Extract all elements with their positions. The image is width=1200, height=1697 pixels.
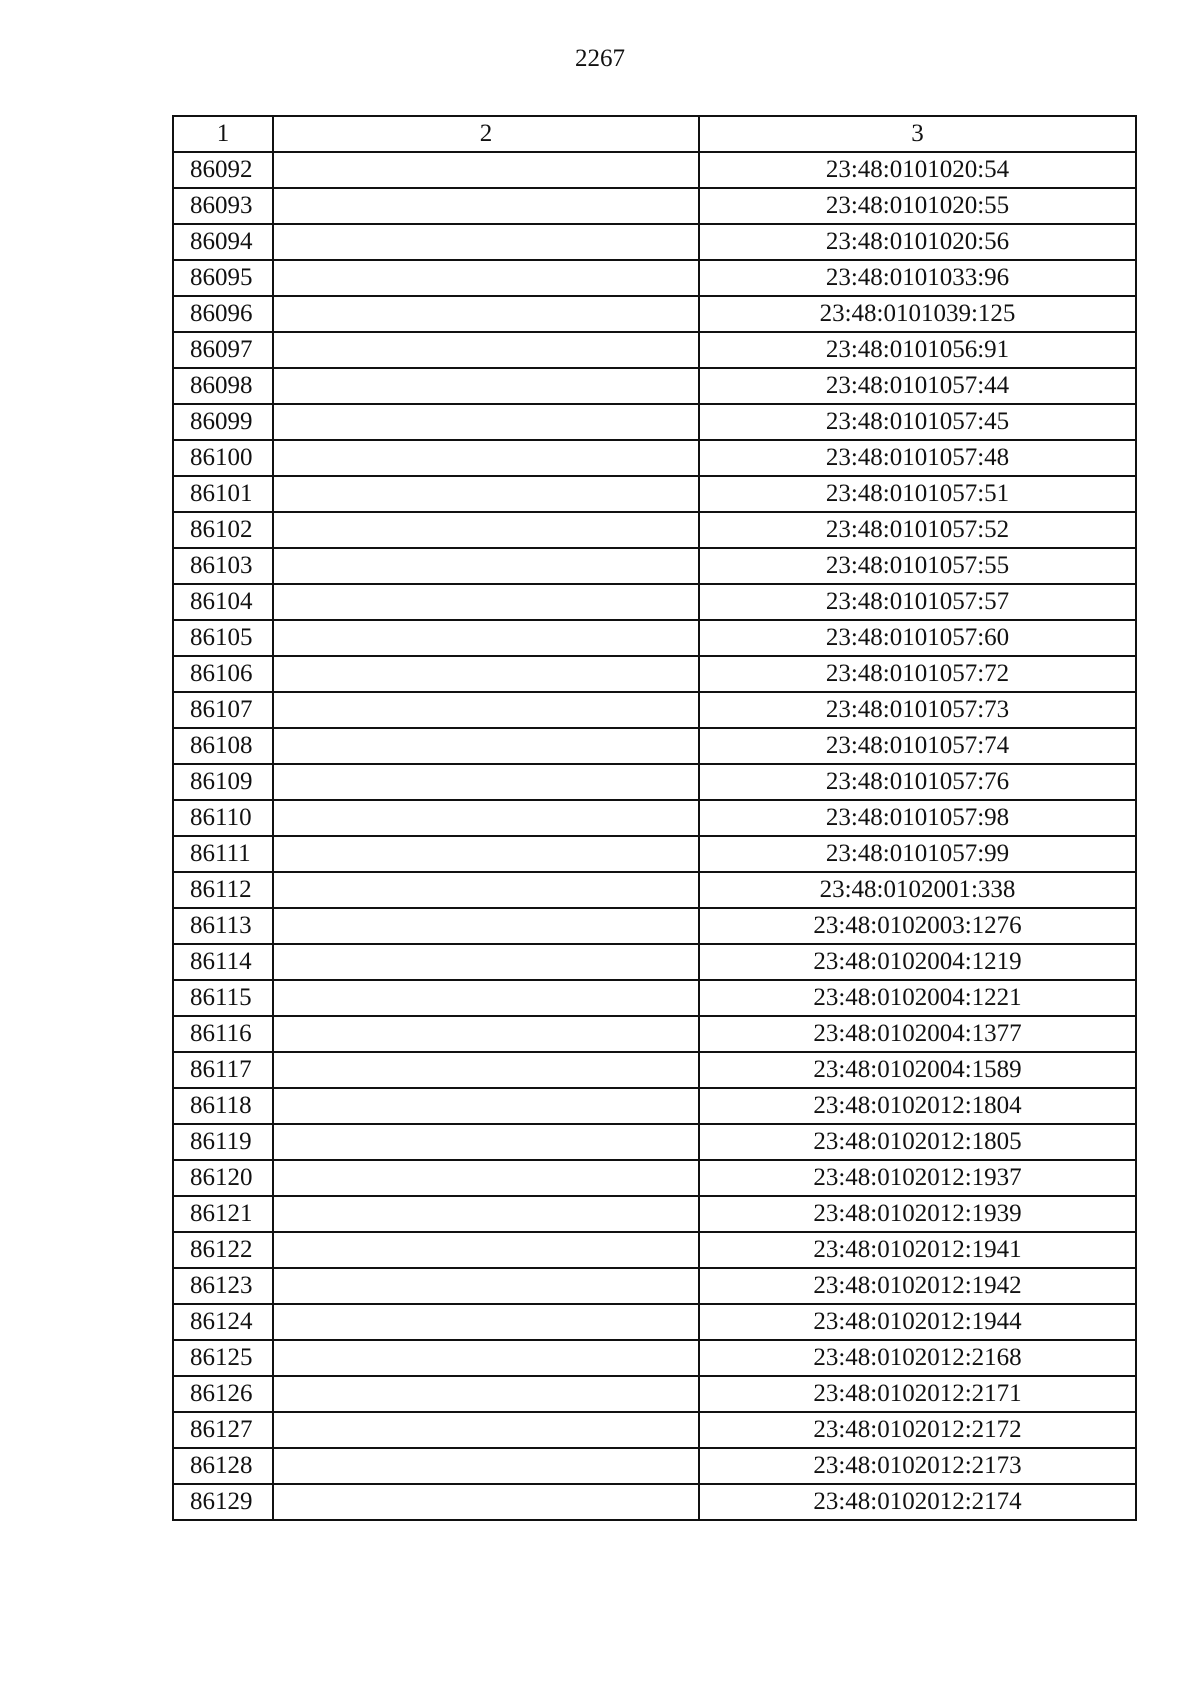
cadastral-number-cell: 23:48:0101057:74: [699, 728, 1136, 764]
row-name-cell: [273, 1448, 699, 1484]
row-number-cell: 86124: [173, 1304, 273, 1340]
row-name-cell: [273, 1268, 699, 1304]
row-number-cell: 86092: [173, 152, 273, 188]
row-number-cell: 86125: [173, 1340, 273, 1376]
cadastral-number-cell: 23:48:0102012:1944: [699, 1304, 1136, 1340]
row-name-cell: [273, 512, 699, 548]
cadastral-number-cell: 23:48:0102012:1941: [699, 1232, 1136, 1268]
row-number-cell: 86101: [173, 476, 273, 512]
cadastral-number-cell: 23:48:0102012:2168: [699, 1340, 1136, 1376]
row-number-cell: 86093: [173, 188, 273, 224]
row-number-cell: 86103: [173, 548, 273, 584]
data-table: [172, 115, 1137, 1521]
cadastral-number-cell: 23:48:0101057:60: [699, 620, 1136, 656]
cadastral-number-cell: 23:48:0101020:55: [699, 188, 1136, 224]
cadastral-number-cell: 23:48:0102012:2174: [699, 1484, 1136, 1520]
row-name-cell: [273, 620, 699, 656]
row-number-cell: 86119: [173, 1124, 273, 1160]
row-name-cell: [273, 368, 699, 404]
row-name-cell: [273, 1016, 699, 1052]
table-row: [173, 1016, 1136, 1052]
row-name-cell: [273, 728, 699, 764]
table-row: [173, 620, 1136, 656]
row-name-cell: [273, 1304, 699, 1340]
cadastral-number-cell: 23:48:0102004:1221: [699, 980, 1136, 1016]
cadastral-number-cell: 23:48:0101033:96: [699, 260, 1136, 296]
table-row: [173, 152, 1136, 188]
cadastral-number-cell: 23:48:0102012:1804: [699, 1088, 1136, 1124]
cadastral-number-cell: 23:48:0102012:1937: [699, 1160, 1136, 1196]
table-row: [173, 1376, 1136, 1412]
table-row: [173, 836, 1136, 872]
row-number-cell: 86096: [173, 296, 273, 332]
row-number-cell: 86102: [173, 512, 273, 548]
row-number-cell: 86094: [173, 224, 273, 260]
row-name-cell: [273, 476, 699, 512]
table-row: [173, 1268, 1136, 1304]
table-row: [173, 440, 1136, 476]
table-row: [173, 1232, 1136, 1268]
row-name-cell: [273, 1232, 699, 1268]
row-name-cell: [273, 332, 699, 368]
row-number-cell: 86099: [173, 404, 273, 440]
row-number-cell: 86121: [173, 1196, 273, 1232]
row-name-cell: [273, 1088, 699, 1124]
table-row: [173, 872, 1136, 908]
row-name-cell: [273, 152, 699, 188]
row-number-cell: 86098: [173, 368, 273, 404]
cadastral-number-cell: 23:48:0102003:1276: [699, 908, 1136, 944]
cadastral-number-cell: 23:48:0102004:1589: [699, 1052, 1136, 1088]
table-row: [173, 1196, 1136, 1232]
table-row: [173, 1484, 1136, 1520]
row-name-cell: [273, 836, 699, 872]
table-row: [173, 944, 1136, 980]
row-name-cell: [273, 944, 699, 980]
row-number-cell: 86113: [173, 908, 273, 944]
row-number-cell: 86122: [173, 1232, 273, 1268]
row-name-cell: [273, 1412, 699, 1448]
row-number-cell: 86129: [173, 1484, 273, 1520]
row-name-cell: [273, 872, 699, 908]
cadastral-number-cell: 23:48:0102001:338: [699, 872, 1136, 908]
row-number-cell: 86126: [173, 1376, 273, 1412]
row-number-cell: 86100: [173, 440, 273, 476]
table-row: [173, 188, 1136, 224]
row-number-cell: 86115: [173, 980, 273, 1016]
row-name-cell: [273, 224, 699, 260]
table-header: [173, 116, 1136, 152]
cadastral-number-cell: 23:48:0101057:73: [699, 692, 1136, 728]
row-number-cell: 86114: [173, 944, 273, 980]
cadastral-number-cell: 23:48:0101057:99: [699, 836, 1136, 872]
page-number: 2267: [575, 45, 625, 72]
table-row: [173, 800, 1136, 836]
cadastral-number-cell: 23:48:0101039:125: [699, 296, 1136, 332]
row-number-cell: 86116: [173, 1016, 273, 1052]
row-name-cell: [273, 1124, 699, 1160]
row-name-cell: [273, 1052, 699, 1088]
row-name-cell: [273, 584, 699, 620]
cadastral-number-cell: 23:48:0101057:48: [699, 440, 1136, 476]
row-name-cell: [273, 296, 699, 332]
table-row: [173, 1304, 1136, 1340]
row-name-cell: [273, 1196, 699, 1232]
table-row: [173, 980, 1136, 1016]
table-row: [173, 476, 1136, 512]
cadastral-number-cell: 23:48:0102004:1377: [699, 1016, 1136, 1052]
header-cell-1: 1: [173, 116, 273, 152]
row-number-cell: 86107: [173, 692, 273, 728]
cadastral-number-cell: 23:48:0101057:45: [699, 404, 1136, 440]
table-row: [173, 692, 1136, 728]
cadastral-number-cell: 23:48:0101057:76: [699, 764, 1136, 800]
row-name-cell: [273, 980, 699, 1016]
cadastral-number-cell: 23:48:0101057:57: [699, 584, 1136, 620]
row-number-cell: 86097: [173, 332, 273, 368]
table-row: [173, 404, 1136, 440]
table-row: [173, 1052, 1136, 1088]
table-row: [173, 1448, 1136, 1484]
row-number-cell: 86123: [173, 1268, 273, 1304]
row-name-cell: [273, 1160, 699, 1196]
cadastral-number-cell: 23:48:0101057:44: [699, 368, 1136, 404]
table-row: [173, 728, 1136, 764]
row-number-cell: 86106: [173, 656, 273, 692]
row-number-cell: 86118: [173, 1088, 273, 1124]
row-name-cell: [273, 656, 699, 692]
table-row: [173, 1088, 1136, 1124]
table-row: [173, 908, 1136, 944]
row-number-cell: 86120: [173, 1160, 273, 1196]
cadastral-number-cell: 23:48:0101020:54: [699, 152, 1136, 188]
cadastral-number-cell: 23:48:0102012:1805: [699, 1124, 1136, 1160]
cadastral-number-cell: 23:48:0101057:55: [699, 548, 1136, 584]
row-number-cell: 86117: [173, 1052, 273, 1088]
row-name-cell: [273, 1340, 699, 1376]
row-number-cell: 86112: [173, 872, 273, 908]
row-name-cell: [273, 188, 699, 224]
table-row: [173, 332, 1136, 368]
row-name-cell: [273, 800, 699, 836]
cadastral-number-cell: 23:48:0102012:2172: [699, 1412, 1136, 1448]
cadastral-number-cell: 23:48:0101057:52: [699, 512, 1136, 548]
row-number-cell: 86128: [173, 1448, 273, 1484]
row-name-cell: [273, 1484, 699, 1520]
table-row: [173, 512, 1136, 548]
table-row: [173, 224, 1136, 260]
row-name-cell: [273, 764, 699, 800]
cadastral-number-cell: 23:48:0101056:91: [699, 332, 1136, 368]
table-row: [173, 548, 1136, 584]
row-number-cell: 86108: [173, 728, 273, 764]
row-number-cell: 86110: [173, 800, 273, 836]
cadastral-number-cell: 23:48:0102012:1939: [699, 1196, 1136, 1232]
row-name-cell: [273, 440, 699, 476]
table-row: [173, 296, 1136, 332]
row-name-cell: [273, 692, 699, 728]
row-number-cell: 86111: [173, 836, 273, 872]
row-number-cell: 86109: [173, 764, 273, 800]
table-row: [173, 584, 1136, 620]
table-row: [173, 1160, 1136, 1196]
row-name-cell: [273, 908, 699, 944]
table-row: [173, 260, 1136, 296]
table-body: [173, 152, 1136, 1520]
row-number-cell: 86127: [173, 1412, 273, 1448]
cadastral-number-cell: 23:48:0101057:72: [699, 656, 1136, 692]
cadastral-number-cell: 23:48:0102012:2173: [699, 1448, 1136, 1484]
row-name-cell: [273, 1376, 699, 1412]
cadastral-number-cell: 23:48:0102012:2171: [699, 1376, 1136, 1412]
row-number-cell: 86095: [173, 260, 273, 296]
header-cell-3: 3: [699, 116, 1136, 152]
cadastral-number-cell: 23:48:0101057:51: [699, 476, 1136, 512]
cadastral-number-cell: 23:48:0101020:56: [699, 224, 1136, 260]
table-row: [173, 1124, 1136, 1160]
cadastral-number-cell: 23:48:0102004:1219: [699, 944, 1136, 980]
row-name-cell: [273, 404, 699, 440]
row-name-cell: [273, 260, 699, 296]
row-name-cell: [273, 548, 699, 584]
header-row: [173, 116, 1136, 152]
row-number-cell: 86105: [173, 620, 273, 656]
cadastral-number-cell: 23:48:0101057:98: [699, 800, 1136, 836]
table-row: [173, 764, 1136, 800]
table-row: [173, 1340, 1136, 1376]
cadastral-number-cell: 23:48:0102012:1942: [699, 1268, 1136, 1304]
table-row: [173, 656, 1136, 692]
table-row: [173, 1412, 1136, 1448]
header-cell-2: 2: [273, 116, 699, 152]
row-number-cell: 86104: [173, 584, 273, 620]
table-row: [173, 368, 1136, 404]
